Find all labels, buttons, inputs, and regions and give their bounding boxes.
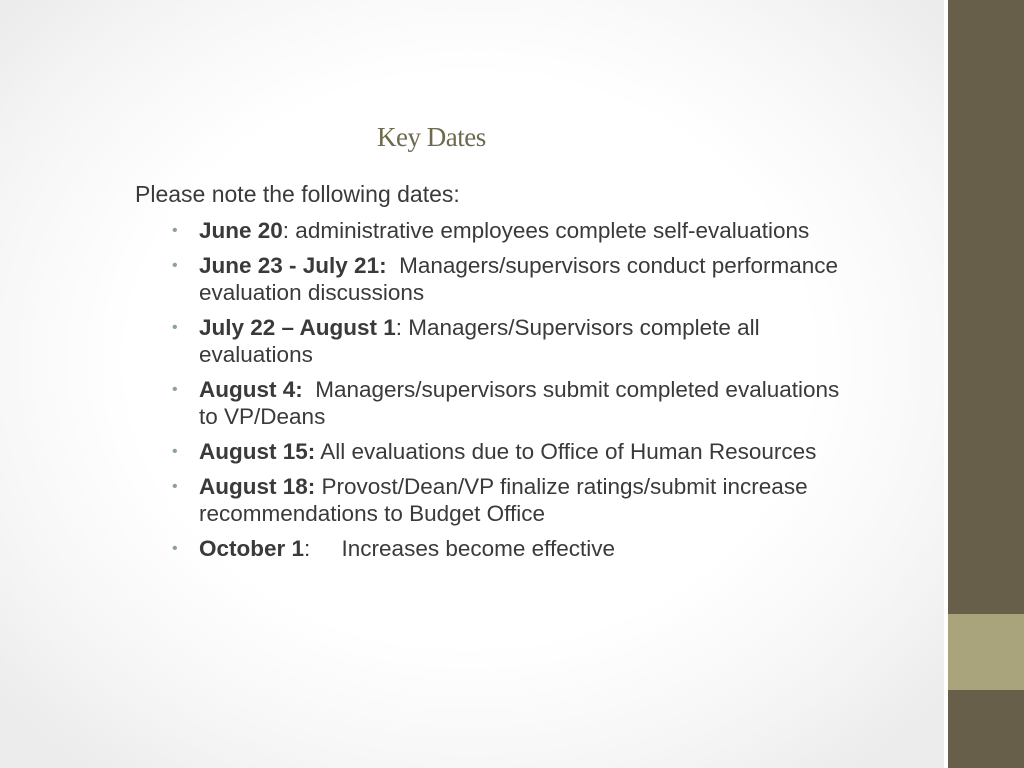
list-item <box>172 376 852 430</box>
date-label: July 22 – August 1 <box>199 315 396 340</box>
list-item <box>172 473 852 527</box>
date-description: Managers/supervisors conduct performance evaluation discussions <box>199 253 845 305</box>
date-description: : administrative employees complete self-evaluations <box>282 218 810 243</box>
bullet-icon: • <box>172 478 178 495</box>
date-label: June 20 <box>199 218 283 243</box>
intro-text: Please note the following dates: <box>135 181 460 207</box>
date-label: August 4: <box>199 377 303 402</box>
date-label: August 18: <box>199 474 316 499</box>
date-description: : Managers/Supervisors complete all evaluations <box>199 315 766 367</box>
list-item <box>172 217 852 244</box>
bullet-icon: • <box>172 257 178 274</box>
date-description: Provost/Dean/VP finalize ratings/submit increase recommendations to Budget Office <box>199 474 814 526</box>
bullet-icon: • <box>172 381 178 398</box>
sidebar-accent-block <box>948 614 1024 690</box>
list-item <box>172 252 852 306</box>
bullet-icon: • <box>172 222 178 239</box>
date-label: August 15: <box>199 439 316 464</box>
bullet-icon: • <box>172 443 178 460</box>
slide-title: Key Dates <box>377 122 486 152</box>
date-description: All evaluations due to Office of Human Resources <box>315 439 817 464</box>
list-item <box>172 535 852 562</box>
bullet-icon: • <box>172 319 178 336</box>
bullet-icon: • <box>172 540 178 557</box>
list-item <box>172 438 852 465</box>
date-description: : Increases become effective <box>304 536 616 561</box>
list-item <box>172 314 852 368</box>
date-description: Managers/supervisors submit completed evaluations to VP/Deans <box>199 377 846 429</box>
key-dates-list <box>172 217 852 570</box>
date-label: June 23 - July 21: <box>199 253 387 278</box>
date-label: October 1 <box>199 536 305 561</box>
